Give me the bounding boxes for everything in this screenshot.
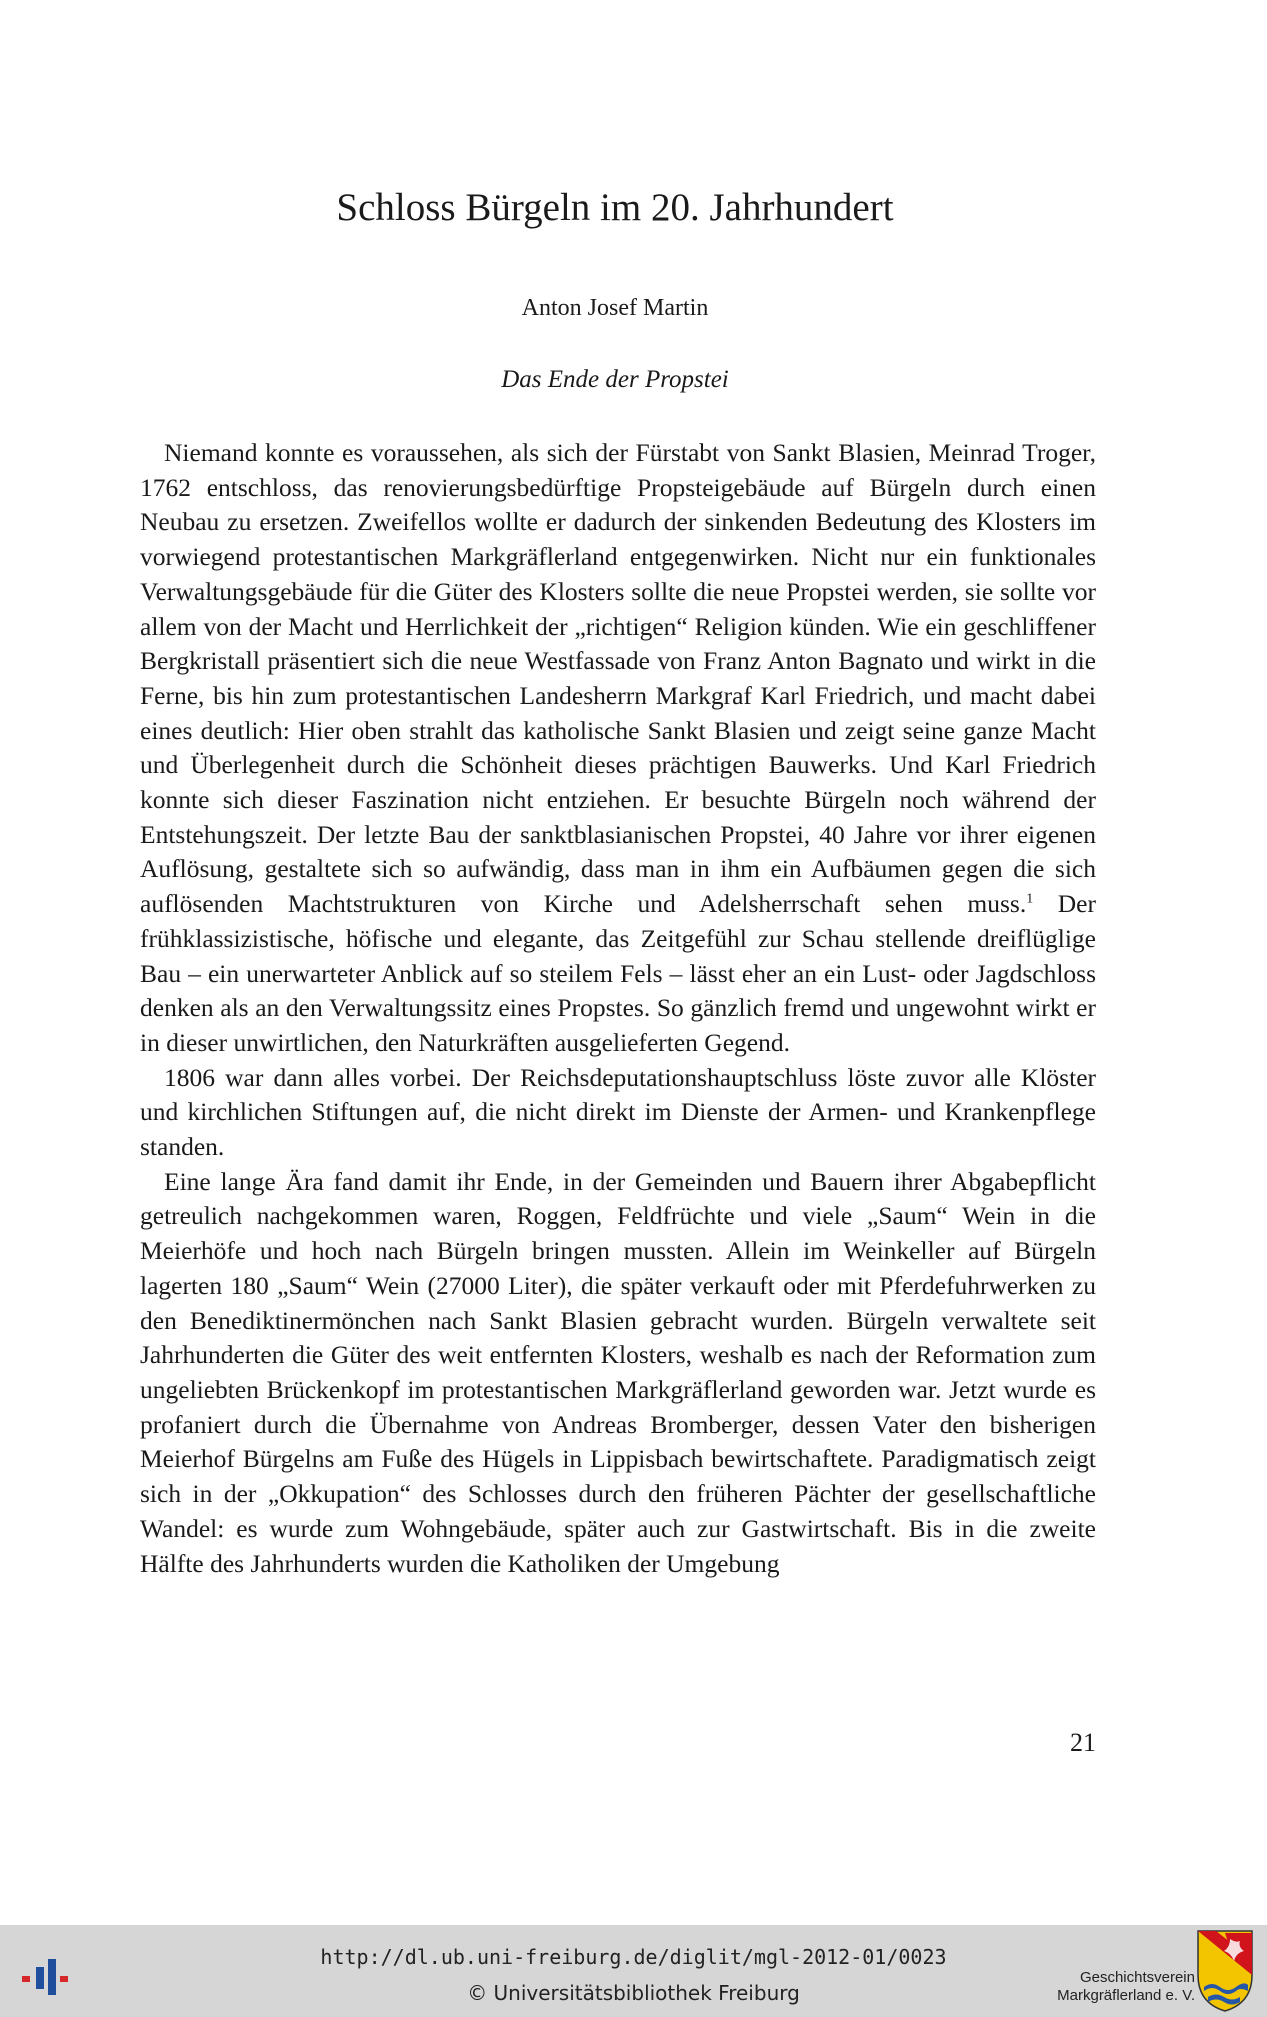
author-name: Anton Josef Martin bbox=[521, 295, 709, 321]
society-name bbox=[1020, 1969, 1195, 2005]
society-name-line2: Markgräflerland e. V. bbox=[1057, 1987, 1195, 2004]
society-name-line1: Geschichtsverein bbox=[1079, 1969, 1195, 1986]
paragraph-2: 1806 war dann alles vorbei. Der Reichsdeputationshauptschluss löste zuvor alle Klöster und kirchlichen Stiftungen auf, die nicht direkt im Dienste der Armen- und Krankenpflege standen. bbox=[140, 1062, 1096, 1162]
paragraph-1 bbox=[140, 436, 1096, 1061]
coat-of-arms-icon bbox=[1196, 1929, 1254, 2013]
footer-copyright: © Universitätsbibliothek Freiburg bbox=[467, 1981, 800, 2005]
paragraph-1-text: Niemand konnte es voraussehen, als sich der Fürstabt von Sankt Blasien, Meinrad Troger, 1762 entschloss, das renovierungsbedürftige Propsteigebäude auf Bürgeln durch einen Neubau zu ersetzen. Zweifellos wollte er dadurch der sinkenden Bedeutung des Klosters im vorwiegend protestantischen Markgräflerland entgegenwirken. Nicht nur ein funktionales Verwaltungsgebäude für die Güter des Klosters sollte die neue Propstei werden, sie sollte vor allem von der Macht und Herrlichkeit der „richtigen“ Religion künden. Wie ein geschliffener Bergkristall präsentiert sich die neue Westfassade von Franz Anton Bagnato und wirkt in die Ferne, bis hin zum protestantischen Landesherrn Markgraf Karl Friedrich, und macht dabei eines deutlich: Hier oben strahlt das katholische Sankt Blasien und zeigt seine ganze Macht und Überlegenheit durch die Schönheit dieses prächtigen Bauwerks. Und Karl Friedrich konnte sich dieser Faszination nicht entziehen. Er besuchte Bürgeln noch während der Entstehungszeit. Der letzte Bau der sanktblasianischen Propstei, 40 Jahre vor ihrer eigenen Auflösung, gestaltete sich so aufwändig, dass man in ihm ein Aufbäumen gegen die sich auflösenden Machtstrukturen von Kirche und Adelsherrschaft sehen muss. bbox=[140, 438, 1096, 919]
footnote-marker: 1 bbox=[1026, 891, 1034, 907]
page-title: Schloss Bürgeln im 20. Jahrhundert bbox=[336, 186, 894, 229]
paragraph-3: Eine lange Ära fand damit ihr Ende, in der Gemeinden und Bauern ihrer Abgabepflicht getreulich nachgekommen waren, Roggen, Feldfrüchte und viele „Saum“ Wein in die Meierhöfe und hoch nach Bürgeln bringen mussten. Allein im Weinkeller auf Bürgeln lagerten 180 „Saum“ Wein (27000 Liter), die später verkauft oder mit Pferdefuhrwerken zu den Benediktinermönchen nach Sankt Blasien gebracht wurden. Bürgeln verwaltete seit Jahrhunderten die Güter des weit entfernten Klosters, weshalb es nach der Reformation zum ungeliebten Brückenkopf im protestantischen Markgräflerland geworden war. Jetzt wurde es profaniert durch die Übernahme von Andreas Bromberger, dessen Vater den bisherigen Meierhof Bürgelns am Fuße des Hügels in Lippisbach bewirtschaftete. Paradigmatisch zeigt sich in der „Okkupation“ des Schlosses durch den früheren Pächter der gesellschaftliche Wandel: es wurde zum Wohngebäude, später auch zur Gastwirtschaft. Bis in die zweite Hälfte des Jahrhunderts wurden die Katholiken der Umgebung bbox=[140, 1166, 1096, 1578]
footer-url-link[interactable]: http://dl.ub.uni-freiburg.de/diglit/mgl-2012-01/0023 bbox=[320, 1945, 947, 1969]
paragraph-1-continued: Der frühklassizistische, höfische und elegante, das Zeitgefühl zur Schau stellende dreiflüglige Bau – ein unerwarteter Anblick auf so steilem Fels – lässt eher an ein Lust- oder Jagdschloss denken als an den Verwaltungssitz eines Propstes. So gänzlich fremd und ungewohnt wirkt er in dieser unwirtlichen, den Naturkräften ausgelieferten Gegend. bbox=[140, 889, 1096, 1057]
page-number: 21 bbox=[1070, 1728, 1096, 1757]
footer-bar bbox=[0, 1925, 1267, 2017]
body-text bbox=[140, 436, 1096, 1581]
section-heading: Das Ende der Propstei bbox=[501, 366, 729, 393]
